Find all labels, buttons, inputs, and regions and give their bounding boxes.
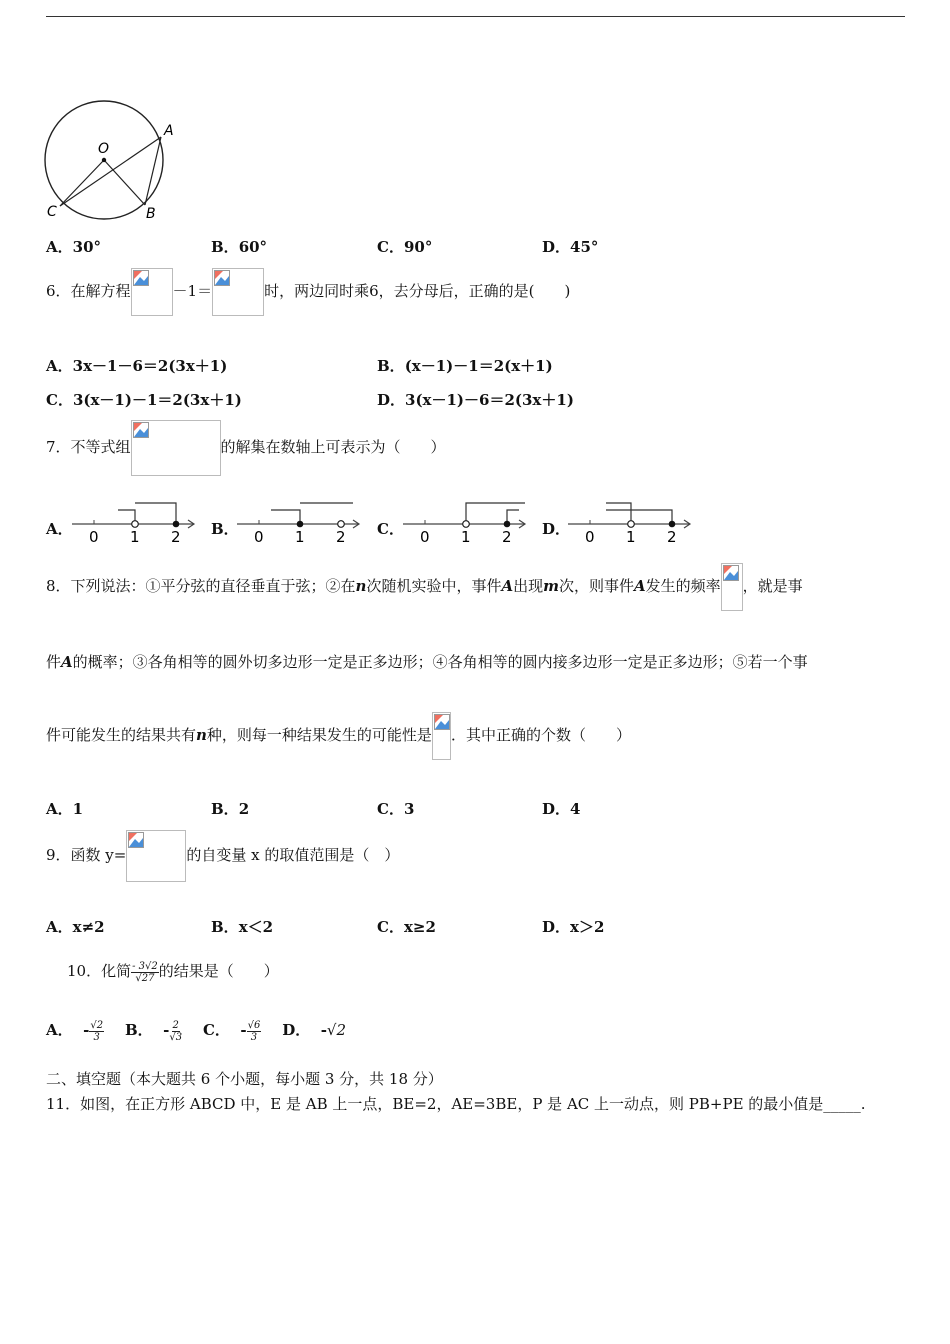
q10-option-a[interactable]: A． - $\frac{√2}{3}$ <box>46 1019 104 1043</box>
q10-option-b[interactable]: B． - $\frac{2}{√3}$ <box>124 1019 183 1043</box>
top-rule <box>46 16 905 17</box>
svg-text:0: 0 <box>89 528 99 546</box>
label-b: B <box>146 206 156 222</box>
q8-option-d[interactable]: D．4 <box>542 800 581 818</box>
line-oc <box>60 160 104 206</box>
label-o: O <box>98 141 110 157</box>
q7-option-c-letter[interactable]: C． <box>377 520 404 538</box>
q8-option-b[interactable]: B．2 <box>211 800 250 818</box>
q7-option-d-letter[interactable]: D． <box>542 520 571 538</box>
center-point <box>102 158 106 162</box>
q10-option-d[interactable]: D． -√2 <box>282 1021 347 1039</box>
svg-text:0: 0 <box>254 528 264 546</box>
svg-text:2: 2 <box>667 528 677 546</box>
svg-text:2: 2 <box>336 528 346 546</box>
svg-text:2: 2 <box>171 528 181 546</box>
svg-text:1: 1 <box>295 528 305 546</box>
svg-text:1: 1 <box>461 528 471 546</box>
q11-stem: 11．如图，在正方形 ABCD 中，E 是 AB 上一点，BE=2，AE=3BE，P 是 AC 上一动点，则 PB+PE 的最小值是_____. <box>46 1095 866 1113</box>
q5-option-c[interactable]: C．90° <box>377 238 433 256</box>
q8-option-c[interactable]: C．3 <box>377 800 415 818</box>
line-ab <box>145 137 161 205</box>
q8-line-1: 8．下列说法：①平分弦的直径垂直于弦；②在n次随机实验中，事件A出现m次，则事件A发生的频率 ，就是事 <box>46 561 803 611</box>
q9-option-c[interactable]: C．x≥2 <box>377 918 436 936</box>
q10-stem: 10．化简 $\frac{- 3√2}{√27}$ 的结果是（ ） <box>67 960 279 984</box>
svg-text:2: 2 <box>502 528 512 546</box>
svg-text:0: 0 <box>585 528 595 546</box>
q6-option-d[interactable]: D．3(x－1)－6＝2(3x＋1) <box>377 391 574 409</box>
broken-image-icon <box>721 563 743 611</box>
svg-text:1: 1 <box>130 528 140 546</box>
broken-image-icon <box>131 420 221 476</box>
broken-image-icon <box>126 830 186 882</box>
q5-option-b[interactable]: B．60° <box>211 238 268 256</box>
q7-number-line-a[interactable] <box>72 500 198 546</box>
q9-stem: 9．函数 y= 的自变量 x 的取值范围是（ ） <box>46 828 399 882</box>
q10-options <box>46 1012 346 1048</box>
circle-figure <box>44 97 176 223</box>
q6-option-a[interactable]: A．3x－1－6＝2(3x＋1) <box>46 357 228 375</box>
section-2-heading: 二、填空题（本大题共 6 个小题，每小题 3 分，共 18 分） <box>46 1070 443 1088</box>
q7-stem: 7．不等式组 的解集在数轴上可表示为（ ） <box>46 418 446 476</box>
broken-image-icon <box>131 268 173 316</box>
broken-image-icon <box>212 268 264 316</box>
q5-option-a[interactable]: A．30° <box>46 238 102 256</box>
q7-number-line-d[interactable] <box>568 500 694 546</box>
label-c: C <box>47 204 57 220</box>
line-ca <box>60 137 161 206</box>
q6-option-c[interactable]: C．3(x－1)－1＝2(3x＋1) <box>46 391 242 409</box>
q6-stem: 6．在解方程 －1＝ 时，两边同时乘6，去分母后，正确的是( ) <box>46 266 570 316</box>
q8-option-a[interactable]: A．1 <box>46 800 84 818</box>
q9-option-a[interactable]: A．x≠2 <box>46 918 105 936</box>
q7-option-b-letter[interactable]: B． <box>211 520 239 538</box>
q5-option-d[interactable]: D．45° <box>542 238 599 256</box>
label-a: A <box>164 123 174 139</box>
broken-image-icon <box>432 712 451 760</box>
q6-option-b[interactable]: B．(x－1)－1＝2(x＋1) <box>377 357 553 375</box>
q10-fraction: $\frac{- 3√2}{√27}$ <box>132 960 158 984</box>
svg-text:0: 0 <box>420 528 430 546</box>
q8-line-3: 件可能发生的结果共有n种，则每一种结果发生的可能性是 ．其中正确的个数（ ） <box>46 710 631 760</box>
q10-option-c[interactable]: C． - $\frac{√6}{3}$ <box>202 1019 261 1043</box>
q8-line-2: 件A的概率；③各角相等的圆外切多边形一定是正多边形；④各角相等的圆内接多边形一定是正多边形；⑤若一个事 <box>46 653 808 671</box>
q9-option-d[interactable]: D．x＞2 <box>542 918 605 936</box>
line-ob <box>104 160 145 205</box>
q7-number-line-b[interactable] <box>237 500 363 546</box>
q9-option-b[interactable]: B．x＜2 <box>211 918 274 936</box>
svg-text:1: 1 <box>626 528 636 546</box>
q7-number-line-c[interactable] <box>403 500 529 546</box>
q7-option-a-letter[interactable]: A． <box>46 520 73 538</box>
